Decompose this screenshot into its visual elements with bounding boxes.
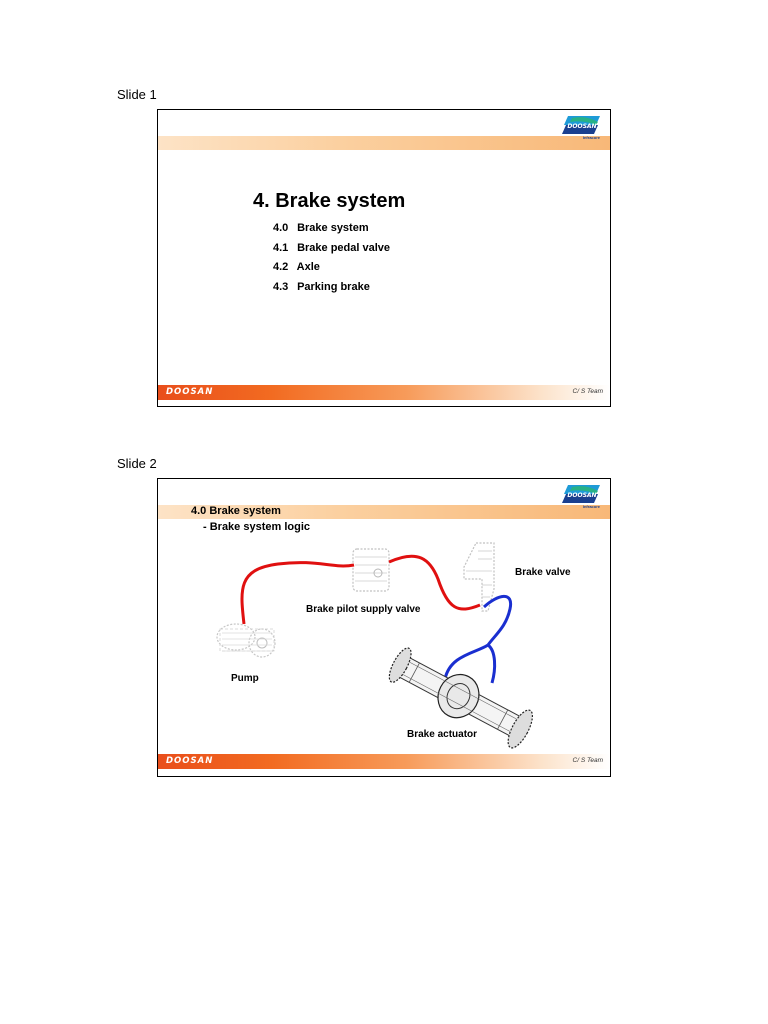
header-band — [158, 136, 610, 150]
list-item-label: Axle — [296, 261, 320, 273]
contents-list — [273, 222, 390, 300]
list-item-label: Parking brake — [297, 280, 370, 293]
list-item-label: Brake system — [297, 222, 369, 234]
list-item — [273, 242, 390, 262]
brake-logic-diagram — [158, 479, 611, 777]
pump-illustration — [217, 624, 275, 657]
label-pilot-supply-valve: Brake pilot supply valve — [306, 604, 421, 615]
doosan-logo-subtext: Infracore — [582, 135, 600, 140]
label-brake-actuator: Brake actuator — [407, 729, 478, 740]
footer-team: C/ S Team — [572, 388, 603, 395]
list-item-label: Brake pedal valve — [297, 241, 391, 254]
list-item-number: 4.0 — [273, 222, 289, 234]
list-item — [273, 222, 390, 242]
pilot-supply-valve-illustration — [353, 549, 389, 591]
return-line-brake-valve-to-actuator — [484, 596, 511, 645]
list-item-number: 4.2 — [273, 261, 289, 273]
slide-2-caption: Slide 2 — [117, 456, 157, 471]
footer-band — [158, 385, 610, 400]
slide-subheading: - Brake system logic — [203, 521, 310, 533]
slide-heading: 4.0 Brake system — [191, 505, 281, 517]
slide-title: 4. Brake system — [253, 190, 406, 212]
slide-2 — [157, 478, 611, 777]
doosan-logo-text: DOOSAN — [567, 123, 597, 130]
footer-logo: DOOSAN — [166, 387, 214, 397]
list-item — [273, 261, 390, 281]
label-pump: Pump — [231, 673, 259, 684]
doosan-logo-text: DOOSAN — [567, 492, 597, 499]
list-item — [273, 281, 390, 301]
list-item-number: 4.1 — [273, 241, 289, 254]
list-item-number: 4.3 — [273, 280, 289, 293]
doosan-logo-subtext: Infracore — [582, 504, 600, 509]
footer-team: C/ S Team — [572, 757, 603, 764]
supply-line-valve-to-brake-valve — [389, 556, 480, 609]
label-brake-valve: Brake valve — [515, 567, 571, 578]
footer-band — [158, 754, 610, 769]
footer-logo: DOOSAN — [166, 756, 214, 766]
slide-1 — [157, 109, 611, 407]
slide-1-caption: Slide 1 — [117, 87, 157, 102]
